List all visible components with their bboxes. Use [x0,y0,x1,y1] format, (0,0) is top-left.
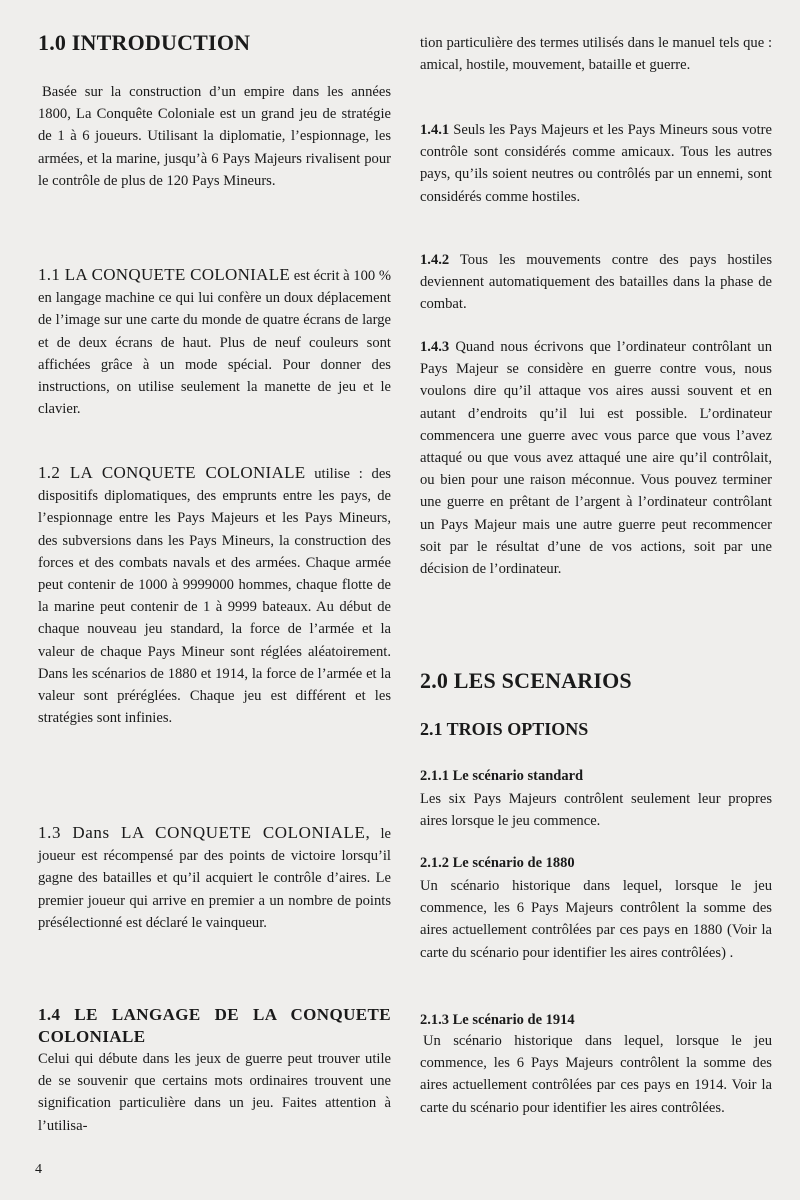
section-1-1-lead: 1.1 LA CONQUETE COLONIALE [38,265,291,284]
page-number: 4 [35,1162,42,1177]
section-1-4-paragraph: Celui qui débute dans les jeux de guerre peut trouver utile de se souvenir que certains mots ordinaires trouvent une signification particulière dans un jeu. Faites attention à l’utilisa- [38,1051,391,1134]
section-1-3-lead: 1.3 Dans LA CONQUETE COLONIALE, [38,823,371,842]
section-1-4-3-paragraph [420,336,772,580]
section-1-2-lead: 1.2 LA CONQUETE COLONIALE [38,463,306,482]
section-2-0-heading: 2.0 LES SCENARIOS [420,668,632,693]
section-1-4-2-text: Tous les mouvements contre des pays hostiles deviennent automatiquement des batailles dans la phase de combat. [420,252,772,313]
section-1-1-paragraph [38,264,391,420]
section-1-2-text: utilise : des dispositifs diplomatiques, des emprunts entre les pays, de l’espionnage entre les Pays Majeurs et les Pays Mineurs, des subversions dans les Pays Mineurs, la construction des forces et des combats navals et des armées. Chaque armée peut contenir de 1000 à 9999000 hommes, chaque flotte de la marine peut contenir de 1 à 9999 bateaux. Au début de chaque nouveau jeu standard, la force de l’armée et la valeur de chaque Pays Mineur sont réglées aléatoirement. Dans les scénarios de 1880 et 1914, la force de l’armée et la valeur sont préréglées. Chaque jeu est différent et les stratégies sont infinies. [38,466,391,727]
intro-heading: 1.0 INTRODUCTION [38,30,251,55]
section-2-1-1-heading: 2.1.1 Le scénario standard [420,768,584,784]
section-1-4-3-text: Quand nous écrivons que l’ordinateur contrôlant un Pays Majeur se considère en guerre contre vous, nous voulons dire qu’il attaque vos aires aussi souvent et en autant d’endroits qu’il lui est possible. L’ordinateur commencera une guerre avec vous parce que vous l’avez attaqué ou que vous avez attaqué une aire qu’il contrôlait, ou bien pour une raison méconnue. Vous pouvez terminer une guerre en prêtant de l’argent à l’ordinateur contrôlant un Pays Majeur mais une autre guerre peut recommencer soit par le résultat d’une de vos actions, soit par une décision de l’ordinateur. [420,339,772,578]
section-2-1-heading: 2.1 TROIS OPTIONS [420,719,589,739]
section-2-1-2-heading: 2.1.2 Le scénario de 1880 [420,855,575,871]
section-1-4-1-text: Seuls les Pays Majeurs et les Pays Mineurs sous votre contrôle sont considérés comme amicaux. Tous les autres pays, qu’ils soient neutres ou contrôlés par un ennemi, sont considérés comme hostiles. [420,122,772,205]
section-1-4-2-number: 1.4.2 [420,252,450,268]
section-2-1-2-paragraph: Un scénario historique dans lequel, lorsque le jeu commence, les 6 Pays Majeurs contrôlent la somme des aires actuellement contrôlées par ces pays en 1880 (Voir la carte du scénario pour identifier les aires contrôlées) . [420,878,772,961]
section-1-4-2-paragraph [420,249,772,316]
continuation-paragraph: tion particulière des termes utilisés dans le manuel tels que : amical, hostile, mouvement, bataille et guerre. [420,35,772,74]
section-1-4-3-number: 1.4.3 [420,339,450,355]
section-1-4-1-number: 1.4.1 [420,122,450,138]
section-2-1-3-paragraph: Un scénario historique dans lequel, lorsque le jeu commence, les 6 Pays Majeurs contrôlent la somme des aires actuellement contrôlées par ces pays en 1914. Voir la carte du scénario pour identifier les aires contrôlées. [420,1033,772,1116]
section-1-2-paragraph [38,462,391,729]
section-1-4-1-paragraph [420,119,772,208]
section-2-1-3-heading: 2.1.3 Le scénario de 1914 [420,1012,575,1028]
section-1-3-text: le joueur est récompensé par des points de victoire lorsqu’il gagne des batailles et qu’il acquiert le contrôle d’aires. Le premier joueur qui arrive en premier a un nombre de points présélectionné est déclaré le vainqueur. [38,826,391,931]
section-1-3-paragraph [38,822,391,934]
section-2-1-1-paragraph: Les six Pays Majeurs contrôlent seulement leur propres aires lorsque le jeu commence. [420,791,772,830]
section-1-4-heading: 1.4 LE LANGAGE DE LA CONQUETE COLONIALE [38,1005,391,1046]
section-1-1-text: est écrit à 100 % en langage machine ce qui lui confère un doux déplacement de l’image sur une carte du monde de quatre écrans de large et de deux écrans de haut. Plus de neuf couleurs sont affichées grâce à un mode spécial. Pour donner des instructions, on utilise seulement la manette de jeu et le clavier. [38,268,391,418]
intro-paragraph: Basée sur la construction d’un empire dans les années 1800, La Conquête Coloniale est un grand jeu de stratégie de 1 à 6 joueurs. Utilisant la diplomatie, l’espionnage, les armées, et la marine, jusqu’à 6 Pays Majeurs rivalisent pour le contrôle de plus de 120 Pays Mineurs. [38,84,391,189]
